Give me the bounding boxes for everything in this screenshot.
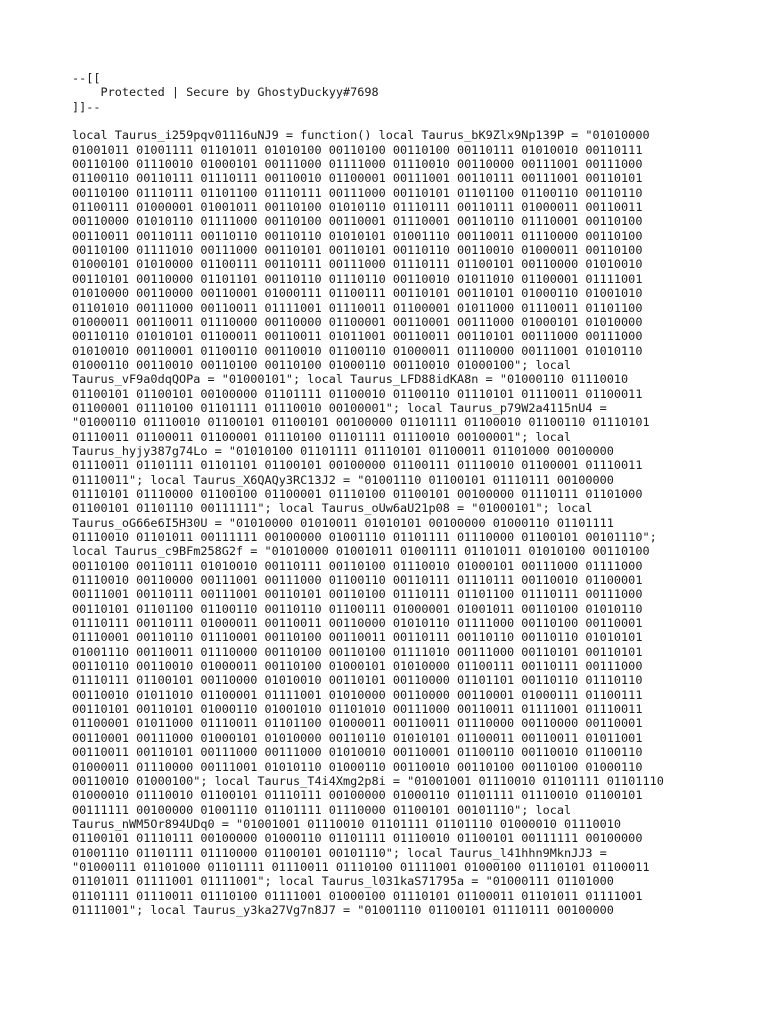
- code-line: 00110011 00110101 00111000 00111000 01010010 00110001 01100110 00110010 01100110: [72, 745, 643, 760]
- code-line: 01100111 01000001 01001011 00110100 01010110 01110111 00110111 01000011 00110011: [72, 200, 643, 215]
- code-line: 01110001 00110110 01110001 00110100 00110011 00110111 00110110 00110110 01010101: [72, 630, 643, 645]
- code-line: 01100101 01110111 00100000 01000110 01101111 01110010 01100101 00111111 00100000: [72, 831, 643, 846]
- code-line: 01010010 00110001 01100110 00110010 01100110 01000011 01110000 00111001 01010110: [72, 343, 643, 358]
- code-line: 00110001 00111000 01000101 01010000 00110110 01010101 01100011 00110011 01011001: [72, 730, 643, 745]
- code-line: 01000101 01010000 01100111 00110111 00111000 01110111 01100101 00110000 01010010: [72, 257, 643, 272]
- code-line: 01000010 01110010 01100101 01110111 00100000 01000110 01101111 01110010 01100101: [72, 788, 643, 803]
- code-line: 00111001 00110111 00111001 00110101 00110100 01110111 01101100 01110111 00111000: [72, 587, 643, 602]
- code-line: Taurus_oG66e6I5H30U = "01010000 01010011 01010101 00100000 01000110 01101111: [72, 515, 614, 530]
- code-line: 00110100 01110010 01000101 00111000 01111000 01110010 00110000 00111001 00111000: [72, 157, 643, 172]
- header-line: --[[: [72, 71, 101, 85]
- code-line: 00110110 00110010 01000011 00110100 01000101 01010000 01100111 00110111 00111000: [72, 659, 643, 674]
- header-line: Protected | Secure by GhostyDuckyy#7698: [72, 85, 379, 100]
- code-line: 00110100 01110111 01101100 01110111 00111000 00110101 01101100 01100110 00110110: [72, 185, 643, 200]
- code-line: 00110100 01111010 00111000 00110101 00110101 00110110 00110010 01000011 00110100: [72, 243, 643, 258]
- code-line: 00110000 01010110 01111000 00110100 00110001 01110001 00110110 01110001 00110100: [72, 214, 643, 229]
- code-line: Taurus_hyjy387g74Lo = "01010100 01101111 01110101 01100011 01101000 00100000: [72, 443, 614, 458]
- code-line: Taurus_nWM5Or894UDq0 = "01001001 01110010 01101111 01101110 01000010 01110010: [72, 816, 622, 831]
- code-line: 01110010 00110000 00111001 00111000 01100110 00110111 01110111 00110010 01100001: [72, 573, 643, 588]
- code-line: "01000110 01110010 01100101 01100101 00100000 01101111 01100010 01100110 01110101: [72, 415, 650, 430]
- protection-header: [72, 71, 712, 114]
- code-line: 01100101 01101110 00111111"; local Taurus_oUw6aU21p08 = "01000101"; local: [72, 501, 593, 516]
- code-line: 01110010 01101011 00111111 00100000 01001110 01101111 01110000 01100101 00101110";: [72, 530, 657, 544]
- code-line: 01111001"; local Taurus_y3ka27Vg7n8J7 = "01001110 01100101 01110111 00100000: [72, 902, 614, 917]
- code-line: 01110111 01100101 00110000 01010010 00110101 00110000 01101101 00110110 01110110: [72, 673, 643, 688]
- code-line: 01001110 01101111 01110000 01100101 00101110"; local Taurus_l41hhn9MknJJ3 =: [72, 845, 607, 860]
- code-line: 01100101 01100101 00100000 01101111 01100010 01100110 01110101 01110011 01100011: [72, 386, 643, 401]
- code-line: 00110100 00110111 01010010 00110111 00110100 01110010 01000101 00111000 01111000: [72, 558, 643, 573]
- code-line: local Taurus_c9BFm258G2f = "01010000 01001011 01001111 01101011 01010100 00110100: [72, 544, 650, 559]
- header-line: ]]--: [72, 99, 101, 114]
- code-line: 01000011 00110011 01110000 00110000 01100001 00110001 00111000 01000101 01010000: [72, 314, 643, 329]
- code-line: 00110101 01101100 01100110 00110110 01100111 01000001 01001011 00110100 01010110: [72, 601, 643, 616]
- code-line: 01110111 00110111 01000011 00110011 00110000 01010110 01111000 00110100 00110001: [72, 616, 643, 631]
- code-line: 01001011 01001111 01101011 01010100 00110100 00110100 00110111 01010010 00110111: [72, 142, 643, 157]
- blank-line: [72, 114, 712, 128]
- code-line: 00110011 00110111 00110110 00110110 01010101 01001110 00110011 01110000 00110100: [72, 228, 643, 243]
- code-line: 01000011 01110000 00111001 01010110 01000110 00110010 00110100 00110100 01000110: [72, 759, 643, 774]
- code-line: 00110010 01000100"; local Taurus_T4i4Xmg2p8i = "01001001 01110010 01101111 01101110: [72, 773, 664, 788]
- code-line: 01000110 00110010 00110100 00110100 01000110 00110010 01000100"; local: [72, 357, 572, 372]
- code-line: 00110101 00110000 01101101 00110110 01110110 00110010 01011010 01100001 01111001: [72, 271, 643, 286]
- code-line: 01001110 00110011 01110000 00110100 00110100 01111010 00111000 00110101 00110101: [72, 644, 643, 659]
- code-line: 00110101 00110101 01000110 01001010 01101010 00111000 00110011 01111001 01110011: [72, 702, 643, 717]
- code-line: 01110011"; local Taurus_X6QAQy3RC13J2 = "01001110 01100101 01110111 00100000: [72, 472, 614, 487]
- code-line: 00110010 01011010 01100001 01111001 01010000 00110000 00110001 01000111 01100111: [72, 687, 643, 702]
- code-line: 01100001 01011000 01110011 01101100 01000011 00110011 01110000 00110000 00110001: [72, 716, 643, 731]
- document-page: [72, 71, 712, 917]
- code-line: 01110101 01110000 01100100 01100001 01110100 01100101 00100000 01110111 01101000: [72, 486, 643, 501]
- code-line: 01101010 00111000 00110011 01111001 01110011 01100001 01011000 01110011 01101100: [72, 300, 643, 315]
- code-line: 01101111 01110011 01110100 01111001 01000100 01110101 01100011 01101011 01111001: [72, 888, 643, 903]
- code-line: 01110011 01100011 01100001 01110100 01101111 01110010 00100001"; local: [72, 429, 572, 444]
- code-line: local Taurus_i259pqv01116uNJ9 = function() local Taurus_bK9Zlx9Np139P = "01010000: [72, 128, 650, 143]
- obfuscated-code-body: [72, 128, 712, 917]
- code-line: 00111111 00100000 01001110 01101111 01110000 01100101 00101110"; local: [72, 802, 572, 817]
- code-line: 01101011 01111001 01111001"; local Taurus_l031kaS71795a = "01000111 01101000: [72, 874, 614, 889]
- code-line: "01000111 01101000 01101111 01110011 01110100 01111001 01000100 01110101 01100011: [72, 859, 650, 874]
- code-line: 01100110 00110111 01110111 00110010 01100001 00111001 00110111 00111001 00110101: [72, 171, 643, 186]
- code-line: 01110011 01101111 01101101 01100101 00100000 01100111 01110010 01100001 01110011: [72, 458, 643, 473]
- code-line: 00110110 01010101 01100011 00110011 01011001 00110011 00110101 00111000 00111000: [72, 329, 643, 344]
- code-line: Taurus_vF9a0dqQOPa = "01000101"; local Taurus_LFD88idKA8n = "01000110 01110010: [72, 372, 629, 387]
- code-line: 01010000 00110000 00110001 01000111 01100111 00110101 00110101 01000110 01001010: [72, 286, 643, 301]
- code-line: 01100001 01110100 01101111 01110010 00100001"; local Taurus_p79W2a4115nU4 =: [72, 400, 607, 415]
